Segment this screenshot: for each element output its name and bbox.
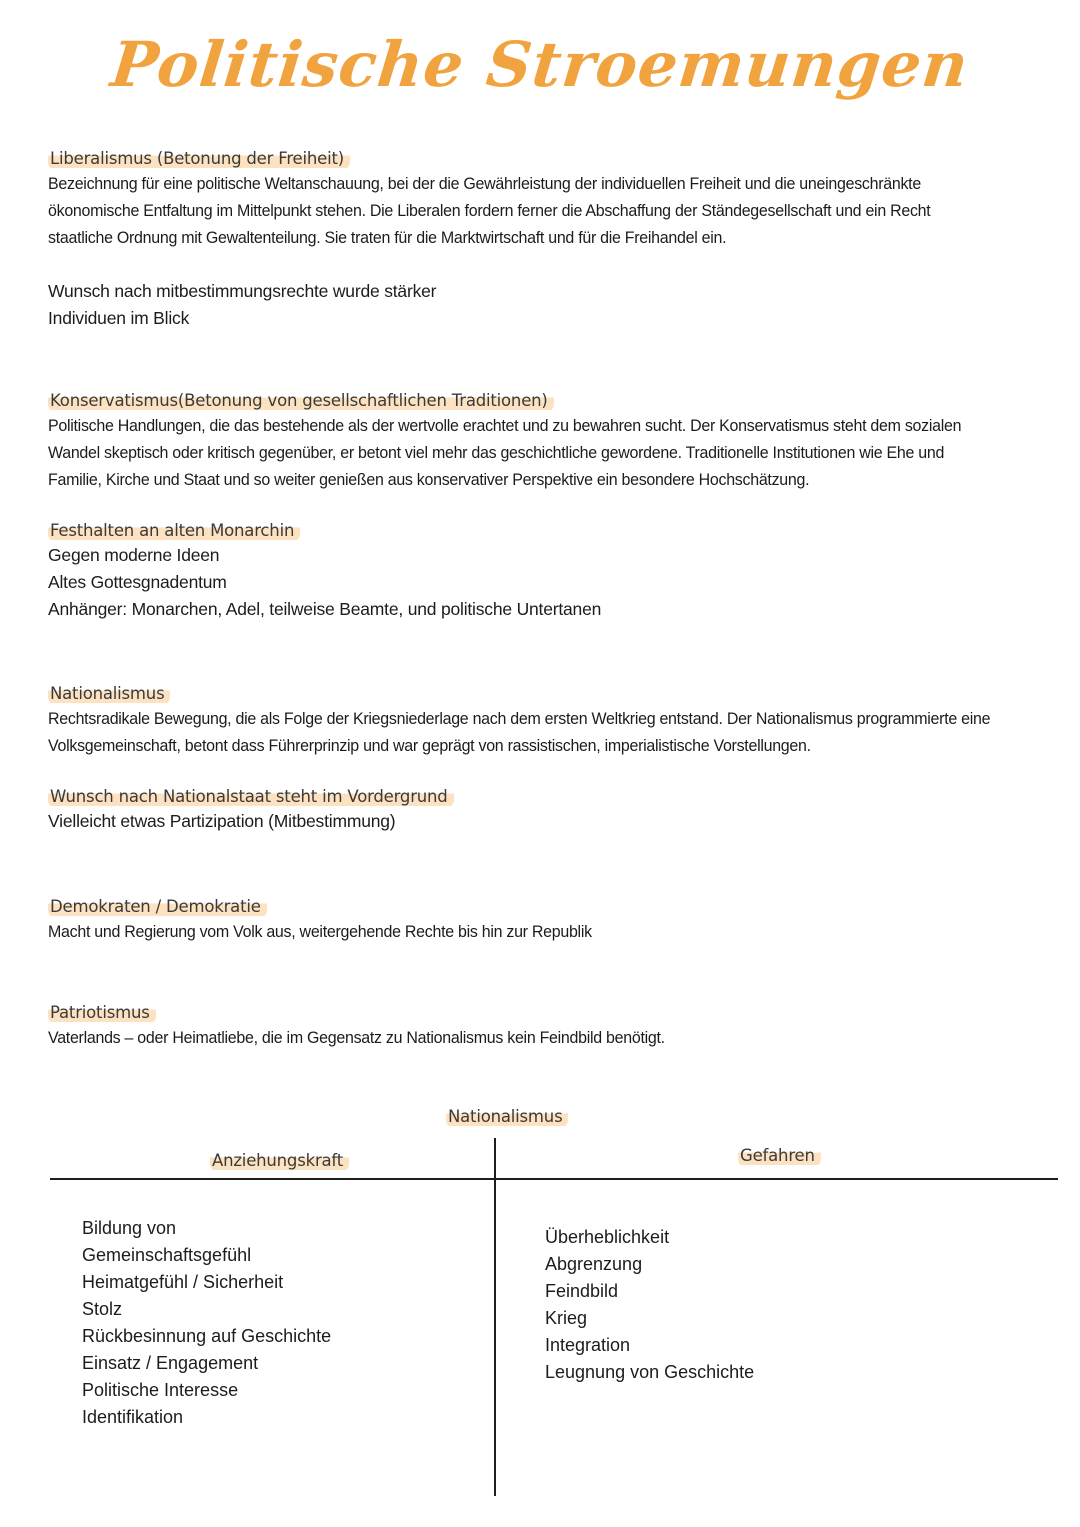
- section-nationalismus: [48, 683, 1040, 835]
- section-heading: Liberalismus (Betonung der Freiheit): [48, 148, 350, 170]
- note-line: Individuen im Blick: [48, 308, 190, 328]
- note-line: Wunsch nach mitbestimmungsrechte wurde stärker: [48, 281, 437, 301]
- list-item: Krieg: [545, 1308, 588, 1328]
- page-title: Politische Stroemungen: [107, 28, 973, 101]
- section-heading: Nationalismus: [48, 683, 170, 705]
- paragraph-line: Wandel skeptisch oder kritisch gegenüber, er betont viel mehr das geschichtliche gewordene. Traditionelle Institutionen wie Ehe und: [48, 443, 945, 462]
- paragraph-line: Politische Handlungen, die das bestehende als der wertvolle erachtet und zu bewahren sucht. Der Konservatismus steht dem sozialen: [48, 416, 962, 435]
- list-item: Identifikation: [82, 1407, 184, 1427]
- section-paragraph: [48, 1024, 1044, 1051]
- list-item: Politische Interesse: [82, 1380, 239, 1400]
- list-item: Stolz: [82, 1299, 123, 1319]
- section-paragraph: [48, 705, 1044, 759]
- section-heading: Konservatismus(Betonung von gesellschaftlichen Traditionen): [48, 390, 554, 412]
- comparison-table: [0, 1100, 1080, 1520]
- paragraph-line: Vaterlands – oder Heimatliebe, die im Gegensatz zu Nationalismus kein Feindbild benötigt.: [48, 1028, 665, 1047]
- section-subheading: Festhalten an alten Monarchin: [48, 520, 300, 542]
- section-heading: Demokraten / Demokratie: [48, 896, 267, 918]
- section-heading: Patriotismus: [48, 1002, 156, 1024]
- list-item: Heimatgefühl / Sicherheit: [82, 1272, 284, 1292]
- list-item: Abgrenzung: [545, 1254, 643, 1274]
- note-line: Altes Gottesgnadentum: [48, 572, 227, 592]
- section-paragraph: [48, 170, 1044, 251]
- right-column-header: Gefahren: [738, 1145, 821, 1167]
- note-line: Anhänger: Monarchen, Adel, teilweise Beamte, und politische Untertanen: [48, 599, 602, 619]
- right-column-list: [545, 1224, 754, 1386]
- paragraph-line: staatliche Ordnung mit Gewaltenteilung. Sie traten für die Marktwirtschaft und für die Freihandel ein.: [48, 228, 727, 247]
- list-item: Überheblichkeit: [545, 1227, 670, 1247]
- section-patriotismus: [48, 1002, 1040, 1051]
- list-item: Leugnung von Geschichte: [545, 1362, 755, 1382]
- vertical-divider: [494, 1138, 496, 1496]
- section-subheading: Wunsch nach Nationalstaat steht im Vordergrund: [48, 786, 454, 808]
- section-paragraph: [48, 412, 1044, 493]
- section-paragraph: [48, 918, 1044, 945]
- left-column-list: [82, 1215, 331, 1431]
- list-item: Rückbesinnung auf Geschichte: [82, 1326, 332, 1346]
- list-item: Gemeinschaftsgefühl: [82, 1245, 252, 1265]
- list-item: Integration: [545, 1335, 631, 1355]
- list-item: Bildung von: [82, 1218, 177, 1238]
- paragraph-line: Volksgemeinschaft, betont dass Führerprinzip und war geprägt von rassistischen, imperialistische Vorstellungen.: [48, 736, 811, 755]
- paragraph-line: Rechtsradikale Bewegung, die als Folge der Kriegsniederlage nach dem ersten Weltkrieg entstand. Der Nationalismus programmierte eine: [48, 709, 991, 728]
- note-line: Gegen moderne Ideen: [48, 545, 220, 565]
- note-line: Vielleicht etwas Partizipation (Mitbestimmung): [48, 811, 396, 831]
- paragraph-line: ökonomische Entfaltung im Mittelpunkt stehen. Die Liberalen fordern ferner die Abschaffung der Ständegesellschaft und ein Recht: [48, 201, 931, 220]
- paragraph-line: Familie, Kirche und Staat und so weiter genießen aus konservativer Perspektive ein besondere Hochschätzung.: [48, 470, 810, 489]
- left-column-header: Anziehungskraft: [210, 1150, 349, 1172]
- paragraph-line: Macht und Regierung vom Volk aus, weitergehende Rechte bis hin zur Republik: [48, 922, 592, 941]
- paragraph-line: Bezeichnung für eine politische Weltanschauung, bei der die Gewährleistung der individuellen Freiheit und die uneingeschränkte: [48, 174, 921, 193]
- section-konservatismus: [48, 390, 1040, 623]
- horizontal-divider: [50, 1178, 1058, 1180]
- list-item: Feindbild: [545, 1281, 619, 1301]
- section-liberalismus: [48, 148, 1040, 332]
- section-demokratie: [48, 896, 1040, 945]
- list-item: Einsatz / Engagement: [82, 1353, 259, 1373]
- table-title: Nationalismus: [446, 1106, 568, 1128]
